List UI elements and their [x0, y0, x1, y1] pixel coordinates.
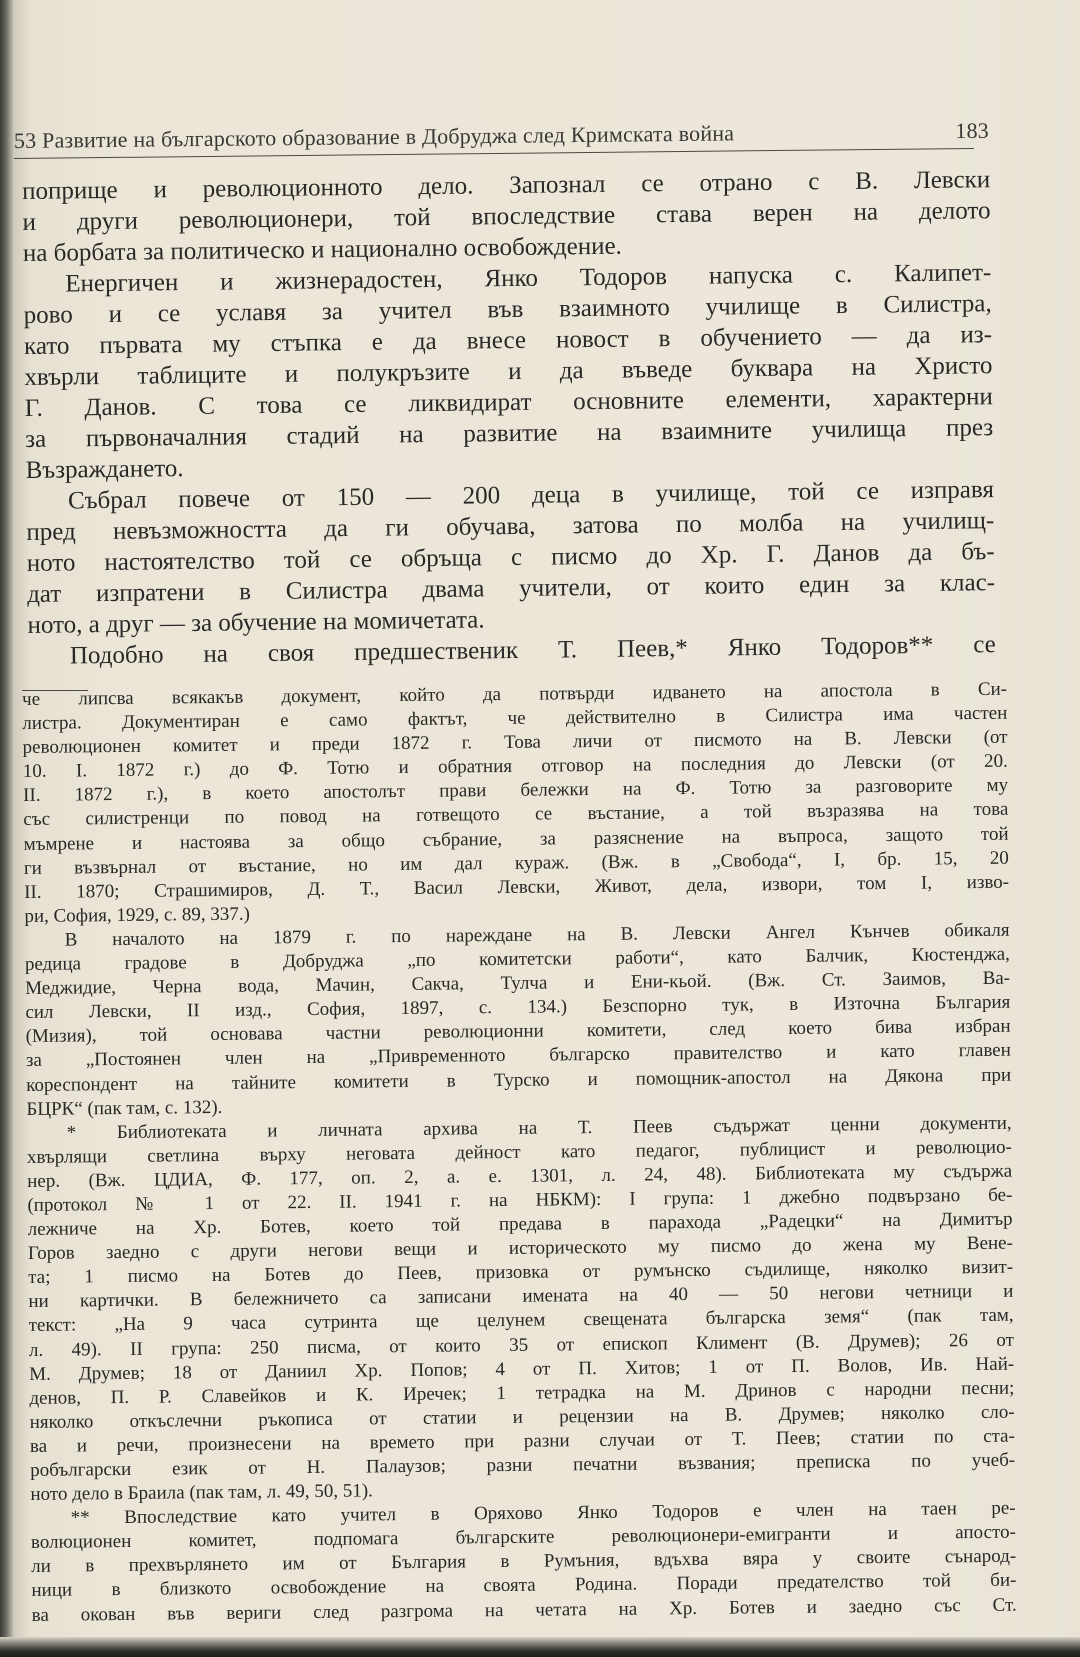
footnote-line: II. 1872 г.), в което апостолът прави бележки на Ф. Тотю за разговорите му [23, 775, 1009, 807]
footnotes [22, 678, 1017, 1628]
main-text [22, 164, 996, 672]
page-number: 183 [955, 117, 990, 144]
footnote-line: В началото на 1879 г. по нареждане на В. Левски Ангел Кънчев обикаля [64, 919, 1010, 951]
footnote-line: Горов заедно с други негови вещи и историческото му писмо до жена му Вене- [27, 1232, 1013, 1265]
footnote-line: няколко откъслечни ръкописа от статии и рецензии на В. Друмев; няколко сло- [29, 1401, 1015, 1433]
footnote-line: (протокол № 1 от 22. II. 1941 г. на НБКМ): I група: 1 джебно подвързано бе- [27, 1184, 1013, 1216]
footnote-line: сил Левски, II изд., София, 1897, с. 134.) Безспорно тук, в Източна България [25, 991, 1011, 1024]
text-line: Подобно на своя предшественик Т. Пеев,* Янко Тодоров** се [69, 631, 996, 670]
text-line: хвърли таблиците и полукръзите и да въведе буквара на Христо [24, 352, 993, 391]
text-line: дат изпратени в Силистра двама учители, от които един за клас- [26, 569, 996, 608]
footnote-line: ното дело в Браила (пак там, л. 49, 50, 51). [30, 1480, 373, 1506]
text-line: на борбата за политическо и национално освобождение. [22, 232, 623, 267]
text-line: пред невъзможността да ги обучава, затова по молба на училищ- [26, 507, 995, 546]
text-line: ното, а друг — за обучение на момичетата. [27, 606, 485, 639]
footnote-line: ги възвърнал от въстание, но им дал кураж. (Вж. в „Свобода“, I, бр. 15, 20 [23, 847, 1009, 879]
text-line: Възраждането. [25, 455, 184, 484]
footnote-line: нер. (Вж. ЦДИА, Ф. 177, оп. 2, а. е. 1301, л. 24, 48). Библиотеката му съдържа [27, 1160, 1013, 1192]
page-bottom-edge [0, 1637, 1080, 1657]
footnote-line: ** Впоследствие като учител в Оряхово Янко Тодоров е член на таен ре- [70, 1497, 1016, 1529]
text-line: Енергичен и жизнерадостен, Янко Тодоров напуска с. Калипет- [65, 259, 992, 298]
footnote-line: робългарски език от Н. Палаузов; разни печатни възвания; преписка по учеб- [30, 1449, 1016, 1481]
footnote-line: мъмрене и настоява за общо събрание, за разяснение на въпроса, защото той [23, 823, 1009, 855]
footnote-line: 10. I. 1872 г.) до Ф. Тотю и обратния отговор на последния до Левски (от 20. [22, 750, 1008, 783]
text-line: Г. Данов. С това се ликвидират основните елементи, характерни [24, 383, 993, 422]
text-line: като първата му стъпка е да внесе новост в обучението — да из- [23, 321, 993, 360]
footnote-line: М. Друмев; 18 от Даниил Хр. Попов; 4 от П. Хитов; 1 от П. Волов, Ив. Най- [29, 1353, 1015, 1385]
footnote-line: със силистренци по повод на готвещото се въстание, а той възразява на това [23, 799, 1009, 831]
footnote-line: лежниче на Хр. Ботев, което той предава в парахода „Радецки“ на Димитър [27, 1208, 1013, 1241]
footnote-line: текст: „На 9 часа сутринта ще целунем свещената българска земя“ (пак там, [28, 1305, 1014, 1337]
footnote-line: ли в прехвърлянето им от България в Румъния, вдъхва вяра у своите сънарод- [31, 1546, 1017, 1578]
text-line: рово и се уславя за учител във взаимното училище в Силистра, [23, 290, 992, 329]
footnote-line: БЦРК“ (пак там, с. 132). [26, 1096, 223, 1120]
text-line: ното настоятелство той се обръща с писмо до Хр. Г. Данов да бъ- [26, 538, 995, 577]
footnote-line: кореспондент на тайните комитети в Турско и помощник-апостол на Дякона при [26, 1064, 1012, 1096]
footnote-line: ни картички. В бележничето са записани имената на 40 — 50 негови четници и [28, 1280, 1014, 1313]
footnote-line: редица градове в Добруджа „по комитетски работи“, като Балчик, Кюстенджа, [24, 943, 1010, 976]
footnote-line: ва окован във вериги след разгрома на четата на Хр. Ботев и заедно със Ст. [31, 1594, 1017, 1626]
footnote-line: революционен комитет и преди 1872 г. Това личи от писмото на В. Левски (от [22, 726, 1008, 759]
footnote-line: за „Постоянен член на „Привременното българско правителство и като главен [25, 1040, 1011, 1072]
running-title: 53 Развитие на българското образование в Добруджа след Кримската война [13, 120, 735, 153]
footnote-line: Меджидие, Черна вода, Мачин, Сакча, Тулча и Ени-кьой. (Вж. Ст. Заимов, Ва- [25, 967, 1011, 1000]
footnote-line: л. 49). II група: 250 писма, от които 35 от епископ Климент (В. Друмев); 26 от [28, 1329, 1014, 1361]
footnote-line: листра. Документиран е само фактът, че действително в Силистра има частен [22, 702, 1008, 735]
footnote-line: * Библиотеката и личната архива на Т. Пеев съдържат ценни документи, [66, 1112, 1012, 1144]
footnote-line: та; 1 писмо на Ботев до Пеев, призовка от румънско съдилище, няколко визит- [28, 1256, 1014, 1289]
text-line: за първоначалния стадий на развитие на взаимните училища през [25, 414, 994, 453]
footnote-line: (Мизия), той основава частни революционни комитети, след което бива избран [25, 1015, 1011, 1048]
footnote-line: денов, П. Р. Славейков и К. Иречек; 1 тетрадка на М. Дринов с народни песни; [29, 1377, 1015, 1409]
text-line: и други революционери, той впоследствие става верен на делото [22, 197, 991, 236]
footnote-line: волюционен комитет, подпомага българските революционери-емигранти и апосто- [30, 1521, 1017, 1554]
footnote-line: ри, София, 1929, с. 89, 337.) [24, 903, 251, 927]
footnote-line: че липсва всякакъв документ, който да потвърди идването на апостола в Си- [22, 678, 1008, 710]
footnote-line: хвърлящи светлина върху неговата дейност като педагог, публицист и революцио- [26, 1136, 1012, 1168]
footnote-line: ници в близкото освобождение на своята Родина. Поради предателство той би- [31, 1570, 1017, 1602]
text-line: Събрал повече от 150 — 200 деца в училище, той се изправя [67, 476, 995, 515]
footnote-line: II. 1870; Страшимиров, Д. Т., Васил Левски, Живот, дела, извори, том I, изво- [24, 871, 1010, 903]
footnote-line: ва и речи, произнесени на времето при разни случаи от Т. Пеев; статии по ста- [29, 1425, 1015, 1457]
text-line: поприще и революционното дело. Запознал се отрано с В. Левски [22, 166, 991, 205]
